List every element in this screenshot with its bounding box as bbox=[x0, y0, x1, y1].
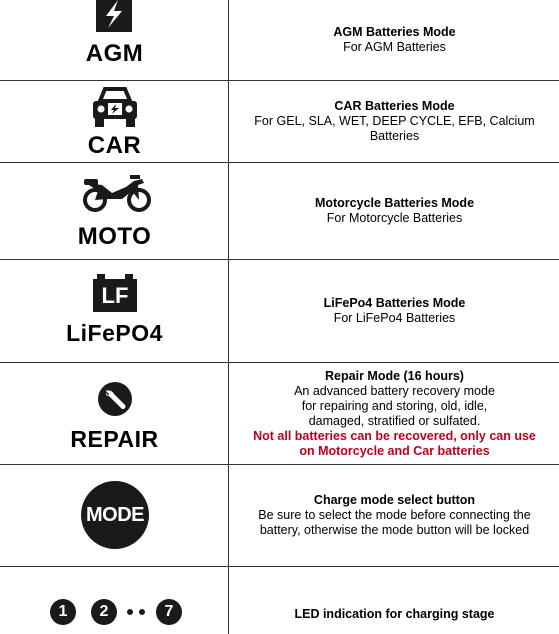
row-title: CAR Batteries Mode bbox=[334, 99, 455, 113]
row-line: Batteries bbox=[369, 129, 420, 143]
icon-cell bbox=[0, 163, 229, 259]
row-line: for repairing and storing, old, idle, bbox=[301, 398, 488, 413]
icon-label: MOTO bbox=[77, 223, 152, 250]
table-row bbox=[0, 363, 559, 465]
led-number-label: 7 bbox=[164, 603, 174, 620]
mode-button-icon bbox=[81, 481, 149, 549]
row-line: battery, otherwise the mode button will be locked bbox=[259, 523, 530, 537]
row-title: Repair Mode (16 hours) bbox=[325, 368, 464, 383]
wrench-icon bbox=[97, 381, 133, 417]
icon-cell bbox=[0, 260, 229, 362]
battery-label: LF bbox=[101, 283, 129, 308]
table-row bbox=[0, 0, 559, 81]
icon-label: CAR bbox=[87, 132, 142, 159]
description-cell bbox=[230, 81, 559, 162]
description-cell bbox=[230, 260, 559, 362]
table-row bbox=[0, 465, 559, 567]
icon-cell bbox=[0, 465, 229, 566]
row-line: damaged, stratified or sulfated. bbox=[308, 413, 481, 428]
led-number bbox=[156, 599, 182, 625]
icon-label: REPAIR bbox=[70, 426, 159, 452]
description-cell bbox=[230, 363, 559, 464]
row-title: Motorcycle Batteries Mode bbox=[314, 196, 475, 210]
battery-body bbox=[93, 279, 137, 312]
led-dot bbox=[139, 609, 145, 615]
mode-button-label: MODE bbox=[86, 504, 144, 526]
row-title: LED indication for charging stage bbox=[294, 607, 495, 621]
lf-battery-icon bbox=[93, 274, 137, 312]
led-number-label: 2 bbox=[99, 603, 109, 620]
agm-battery-icon bbox=[94, 0, 134, 36]
led-number-label: 1 bbox=[58, 603, 68, 620]
icon-label: LiFePO4 bbox=[66, 320, 163, 346]
row-title: Charge mode select button bbox=[313, 493, 476, 507]
warning-text: Not all batteries can be recovered, only can use bbox=[253, 428, 536, 443]
icon-cell bbox=[0, 81, 229, 162]
led-number bbox=[50, 599, 76, 625]
row-line: For LiFePo4 Batteries bbox=[333, 311, 456, 325]
description-cell bbox=[230, 163, 559, 259]
row-line: For Motorcycle Batteries bbox=[326, 211, 463, 225]
row-line: For GEL, SLA, WET, DEEP CYCLE, EFB, Calcium bbox=[254, 114, 535, 128]
icon-cell bbox=[0, 363, 229, 464]
icon-cell bbox=[0, 567, 229, 634]
table-row bbox=[0, 163, 559, 260]
row-line: Be sure to select the mode before connecting the bbox=[258, 508, 531, 522]
table-row bbox=[0, 567, 559, 634]
table-row bbox=[0, 81, 559, 163]
led-number bbox=[91, 599, 117, 625]
description-cell bbox=[230, 0, 559, 80]
car-icon bbox=[90, 85, 140, 129]
motorcycle-icon bbox=[82, 173, 152, 213]
warning-text: on Motorcycle and Car batteries bbox=[299, 443, 490, 458]
description-cell bbox=[230, 567, 559, 634]
led-dot bbox=[127, 609, 133, 615]
row-line: For AGM Batteries bbox=[343, 40, 446, 54]
description-cell bbox=[230, 465, 559, 566]
icon-cell bbox=[0, 0, 229, 80]
icon-label: AGM bbox=[85, 40, 144, 67]
led-stage-icon bbox=[50, 599, 190, 627]
row-title: AGM Batteries Mode bbox=[333, 25, 456, 39]
row-line: An advanced battery recovery mode bbox=[294, 383, 495, 398]
row-title: LiFePo4 Batteries Mode bbox=[323, 296, 466, 310]
table-row bbox=[0, 260, 559, 363]
